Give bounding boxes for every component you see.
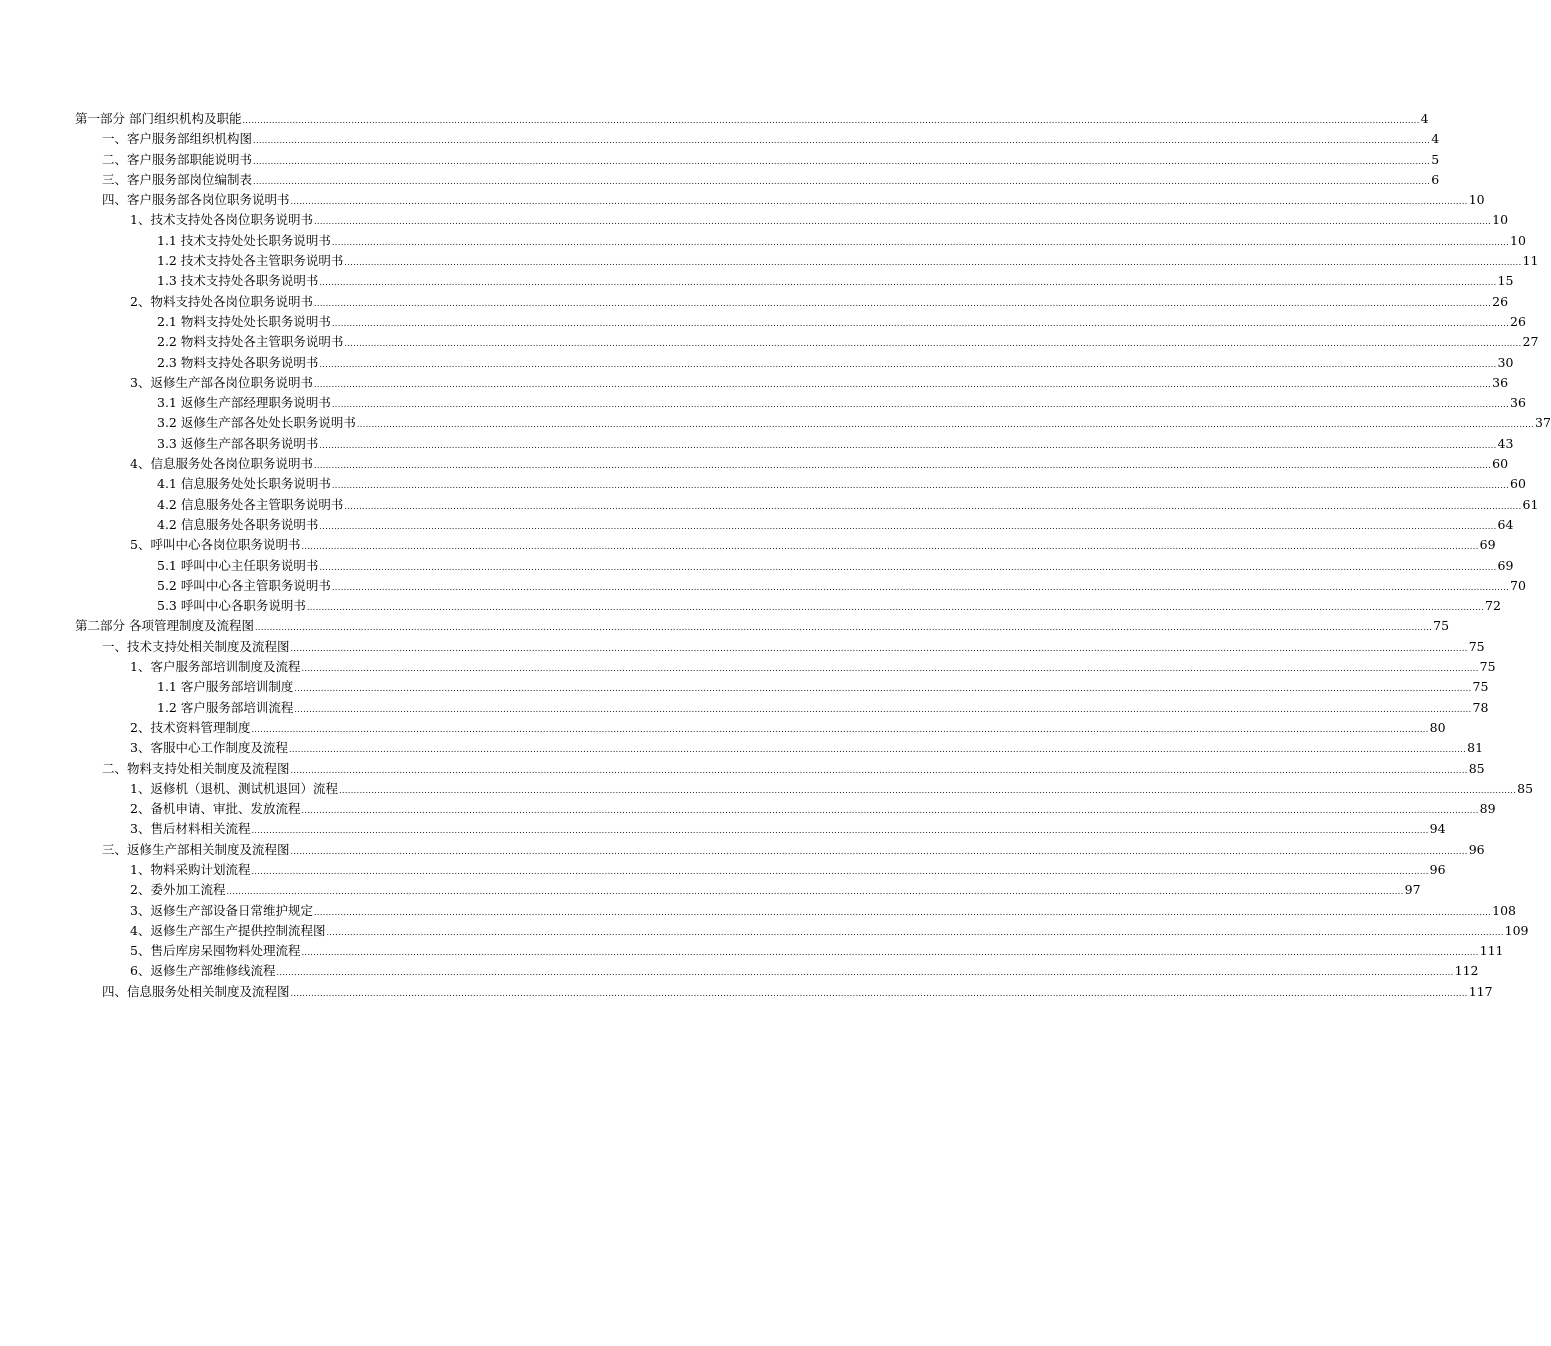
toc-entry-label: 3、返修生产部设备日常维护规定 [130,902,313,918]
toc-leader-dots: ................................................................................................................................................................................................................................................................................................................................................................................................................ [331,237,1510,247]
toc-entry-label: 二、客户服务部职能说明书 [102,151,253,167]
toc-entry-page-number: 60 [1492,456,1509,472]
toc-entry-page-number: 69 [1479,537,1496,553]
toc-entry[interactable] [0,393,1526,413]
toc-entry[interactable] [0,515,1514,535]
toc-leader-dots: ................................................................................................................................................................................................................................................................................................................................................................................................................ [294,704,1472,714]
toc-entry-label: 2.3 物料支持处各职务说明书 [157,354,319,370]
toc-leader-dots: ................................................................................................................................................................................................................................................................................................................................................................................................................ [290,197,1468,207]
toc-entry[interactable] [0,535,1496,555]
toc-entry-label: 5、呼叫中心各岗位职务说明书 [130,537,301,553]
toc-entry-label: 第一部分 部门组织机构及职能 [75,111,242,126]
toc-entry-page-number: 81 [1467,740,1484,756]
toc-leader-dots: ................................................................................................................................................................................................................................................................................................................................................................................................................ [251,866,1429,876]
toc-entry-page-number: 4 [1431,131,1440,147]
toc-entry-page-number: 61 [1522,496,1539,512]
toc-entry[interactable] [0,921,1529,941]
toc-entry[interactable] [0,231,1526,251]
toc-entry-page-number: 10 [1468,192,1485,208]
toc-entry[interactable] [0,454,1509,474]
toc-entry-label: 2.1 物料支持处处长职务说明书 [157,313,331,329]
toc-leader-dots: ................................................................................................................................................................................................................................................................................................................................................................................................................ [331,318,1510,328]
toc-entry-page-number: 26 [1510,313,1526,329]
toc-entry-page-number: 11 [1522,253,1539,269]
toc-entry[interactable] [0,109,1429,129]
toc-entry-label: 第二部分 各项管理制度及流程图 [75,618,254,634]
toc-entry-label: 三、返修生产部相关制度及流程图 [102,841,290,857]
toc-entry-page-number: 111 [1479,943,1504,959]
toc-entry-label: 1、物料采购计划流程 [130,861,251,877]
toc-entry-label: 四、客户服务部各岗位职务说明书 [102,192,290,208]
toc-entry[interactable] [0,292,1509,312]
toc-entry-page-number: 78 [1472,699,1489,715]
toc-entry-page-number: 64 [1497,516,1514,532]
toc-entry[interactable] [0,698,1489,718]
toc-entry-page-number: 69 [1497,557,1514,573]
toc-entry[interactable] [0,941,1504,961]
toc-entry-label: 4、返修生产部生产提供控制流程图 [130,922,326,938]
toc-leader-dots: ................................................................................................................................................................................................................................................................................................................................................................................................................ [253,156,1431,166]
toc-entry[interactable] [0,434,1514,454]
toc-leader-dots: ................................................................................................................................................................................................................................................................................................................................................................................................................ [253,176,1431,186]
toc-entry[interactable] [0,799,1496,819]
toc-entry-page-number: 37 [1535,415,1551,431]
toc-entry[interactable] [0,251,1539,271]
toc-leader-dots: ................................................................................................................................................................................................................................................................................................................................................................................................................ [290,988,1468,998]
toc-entry-label: 1.1 客户服务部培训制度 [157,679,294,695]
toc-entry-page-number: 75 [1472,679,1489,695]
toc-entry-page-number: 70 [1510,577,1526,593]
toc-leader-dots: ................................................................................................................................................................................................................................................................................................................................................................................................................ [226,887,1404,897]
toc-entry-label: 2、备机申请、审批、发放流程 [130,801,301,817]
toc-entry-page-number: 4 [1420,111,1429,126]
toc-leader-dots: ................................................................................................................................................................................................................................................................................................................................................................................................................ [313,461,1492,471]
toc-entry-label: 5.3 呼叫中心各职务说明书 [157,598,306,614]
toc-leader-dots: ................................................................................................................................................................................................................................................................................................................................................................................................................ [253,136,1431,146]
toc-entry-page-number: 89 [1479,801,1496,817]
toc-leader-dots: ................................................................................................................................................................................................................................................................................................................................................................................................................ [313,298,1492,308]
toc-entry-page-number: 85 [1517,780,1534,796]
toc-leader-dots: ................................................................................................................................................................................................................................................................................................................................................................................................................ [319,521,1497,531]
toc-entry-label: 3.2 返修生产部各处处长职务说明书 [157,415,356,431]
toc-entry-label: 2、物料支持处各岗位职务说明书 [130,293,313,309]
toc-entry[interactable] [0,170,1440,190]
toc-entry[interactable] [0,353,1514,373]
toc-entry[interactable] [0,738,1484,758]
toc-entry-label: 5.2 呼叫中心各主管职务说明书 [157,577,331,593]
toc-entry-page-number: 43 [1497,435,1514,451]
toc-leader-dots: ................................................................................................................................................................................................................................................................................................................................................................................................................ [331,481,1510,491]
toc-entry[interactable] [0,474,1526,494]
toc-entry[interactable] [0,129,1440,149]
toc-entry[interactable] [0,210,1509,230]
toc-leader-dots: ................................................................................................................................................................................................................................................................................................................................................................................................................ [319,278,1497,288]
toc-leader-dots: ................................................................................................................................................................................................................................................................................................................................................................................................................ [344,258,1522,268]
toc-leader-dots: ................................................................................................................................................................................................................................................................................................................................................................................................................ [254,623,1433,633]
toc-entry[interactable] [0,413,1551,433]
toc-leader-dots: ................................................................................................................................................................................................................................................................................................................................................................................................................ [331,400,1510,410]
toc-entry[interactable] [0,718,1446,738]
toc-entry-label: 1、技术支持处各岗位职务说明书 [130,212,313,228]
toc-entry-page-number: 117 [1468,983,1493,999]
toc-entry[interactable] [0,312,1526,332]
toc-entry[interactable] [0,596,1501,616]
toc-entry-page-number: 6 [1431,171,1440,187]
toc-entry-page-number: 80 [1429,719,1446,735]
toc-entry-label: 4.2 信息服务处各职务说明书 [157,516,319,532]
toc-leader-dots: ................................................................................................................................................................................................................................................................................................................................................................................................................ [251,724,1429,734]
toc-entry-label: 3.3 返修生产部各职务说明书 [157,435,319,451]
toc-leader-dots: ................................................................................................................................................................................................................................................................................................................................................................................................................ [306,603,1485,613]
toc-entry-label: 2、技术资料管理制度 [130,719,251,735]
toc-entry[interactable] [0,961,1479,981]
toc-leader-dots: ................................................................................................................................................................................................................................................................................................................................................................................................................ [301,948,1479,958]
toc-leader-dots: ................................................................................................................................................................................................................................................................................................................................................................................................................ [294,684,1472,694]
toc-entry[interactable] [0,880,1421,900]
toc-entry-page-number: 27 [1522,334,1539,350]
toc-leader-dots: ................................................................................................................................................................................................................................................................................................................................................................................................................ [290,765,1468,775]
toc-leader-dots: ................................................................................................................................................................................................................................................................................................................................................................................................................ [301,806,1479,816]
toc-entry-page-number: 97 [1404,882,1421,898]
toc-entry-label: 1、客户服务部培训制度及流程 [130,659,301,675]
toc-entry-label: 一、客户服务部组织机构图 [102,131,253,147]
toc-leader-dots: ................................................................................................................................................................................................................................................................................................................................................................................................................ [356,420,1535,430]
toc-entry-page-number: 109 [1504,922,1529,938]
toc-leader-dots: ................................................................................................................................................................................................................................................................................................................................................................................................................ [319,359,1497,369]
toc-leader-dots: ................................................................................................................................................................................................................................................................................................................................................................................................................ [313,379,1492,389]
toc-leader-dots: ................................................................................................................................................................................................................................................................................................................................................................................................................ [331,582,1510,592]
toc-entry[interactable] [0,150,1440,170]
toc-leader-dots: ................................................................................................................................................................................................................................................................................................................................................................................................................ [251,826,1429,836]
toc-entry[interactable] [0,901,1517,921]
toc-leader-dots: ................................................................................................................................................................................................................................................................................................................................................................................................................ [344,501,1522,511]
toc-entry[interactable] [0,332,1539,352]
toc-entry[interactable] [0,759,1485,779]
toc-leader-dots: ................................................................................................................................................................................................................................................................................................................................................................................................................ [290,643,1468,653]
toc-leader-dots: ................................................................................................................................................................................................................................................................................................................................................................................................................ [344,339,1522,349]
toc-entry-page-number: 30 [1497,354,1514,370]
toc-entry[interactable] [0,271,1514,291]
toc-entry-label: 5.1 呼叫中心主任职务说明书 [157,557,319,573]
toc-entry-label: 1.2 技术支持处各主管职务说明书 [157,253,344,269]
toc-leader-dots: ................................................................................................................................................................................................................................................................................................................................................................................................................ [276,968,1454,978]
toc-leader-dots: ................................................................................................................................................................................................................................................................................................................................................................................................................ [338,785,1517,795]
toc-entry-label: 1.2 客户服务部培训流程 [157,699,294,715]
toc-leader-dots: ................................................................................................................................................................................................................................................................................................................................................................................................................ [242,116,1420,125]
toc-entry-label: 2、委外加工流程 [130,882,226,898]
toc-entry-label: 一、技术支持处相关制度及流程图 [102,638,290,654]
toc-entry-label: 6、返修生产部维修线流程 [130,963,276,979]
toc-entry[interactable] [0,982,1493,1002]
toc-entry-page-number: 10 [1492,212,1509,228]
toc-entry[interactable] [0,657,1496,677]
toc-entry-label: 1.3 技术支持处各职务说明书 [157,273,319,289]
toc-leader-dots: ................................................................................................................................................................................................................................................................................................................................................................................................................ [319,440,1497,450]
toc-entry[interactable] [0,576,1526,596]
toc-leader-dots: ................................................................................................................................................................................................................................................................................................................................................................................................................ [319,562,1497,572]
toc-entry-page-number: 26 [1492,293,1509,309]
toc-leader-dots: ................................................................................................................................................................................................................................................................................................................................................................................................................ [301,542,1479,552]
toc-entry-label: 2.2 物料支持处各主管职务说明书 [157,334,344,350]
table-of-contents [0,109,1551,1002]
toc-leader-dots: ................................................................................................................................................................................................................................................................................................................................................................................................................ [288,745,1467,755]
toc-entry-label: 1、返修机（退机、测试机退回）流程 [130,780,338,796]
toc-entry-page-number: 75 [1468,638,1485,654]
toc-leader-dots: ................................................................................................................................................................................................................................................................................................................................................................................................................ [313,217,1492,227]
toc-entry-page-number: 94 [1429,821,1446,837]
toc-entry-page-number: 108 [1492,902,1517,918]
toc-entry-label: 3、返修生产部各岗位职务说明书 [130,374,313,390]
toc-entry[interactable] [0,677,1489,697]
toc-entry[interactable] [0,637,1485,657]
toc-entry[interactable] [0,556,1514,576]
toc-entry-page-number: 75 [1433,618,1450,634]
toc-entry-page-number: 85 [1468,760,1485,776]
toc-entry-label: 4.2 信息服务处各主管职务说明书 [157,496,344,512]
toc-entry-page-number: 112 [1454,963,1479,979]
toc-leader-dots: ................................................................................................................................................................................................................................................................................................................................................................................................................ [290,846,1468,856]
toc-entry-label: 3.1 返修生产部经理职务说明书 [157,395,331,411]
toc-entry[interactable] [0,819,1446,839]
toc-entry-page-number: 96 [1429,861,1446,877]
toc-entry-label: 5、售后库房呆囤物料处理流程 [130,943,301,959]
toc-entry[interactable] [0,840,1485,860]
toc-leader-dots: ................................................................................................................................................................................................................................................................................................................................................................................................................ [313,907,1492,917]
toc-entry-label: 4、信息服务处各岗位职务说明书 [130,456,313,472]
toc-entry[interactable] [0,860,1446,880]
toc-entry[interactable] [0,616,1450,636]
toc-entry-page-number: 10 [1510,232,1526,248]
toc-entry-label: 二、物料支持处相关制度及流程图 [102,760,290,776]
toc-leader-dots: ................................................................................................................................................................................................................................................................................................................................................................................................................ [301,664,1479,674]
toc-entry-page-number: 60 [1510,476,1526,492]
toc-entry-page-number: 36 [1510,395,1526,411]
toc-entry-label: 1.1 技术支持处处长职务说明书 [157,232,331,248]
toc-entry[interactable] [0,373,1509,393]
toc-entry-label: 三、客户服务部岗位编制表 [102,171,253,187]
toc-entry-page-number: 75 [1479,659,1496,675]
toc-entry-page-number: 5 [1431,151,1440,167]
toc-entry[interactable] [0,779,1534,799]
toc-entry-label: 4.1 信息服务处处长职务说明书 [157,476,331,492]
toc-entry-page-number: 96 [1468,841,1485,857]
toc-entry-page-number: 72 [1485,598,1501,614]
toc-entry[interactable] [0,190,1485,210]
toc-entry[interactable] [0,495,1539,515]
toc-entry-page-number: 15 [1497,273,1514,289]
toc-entry-label: 3、售后材料相关流程 [130,821,251,837]
toc-entry-label: 3、客服中心工作制度及流程 [130,740,288,756]
toc-leader-dots: ................................................................................................................................................................................................................................................................................................................................................................................................................ [326,927,1504,937]
toc-entry-page-number: 36 [1492,374,1509,390]
toc-entry-label: 四、信息服务处相关制度及流程图 [102,983,290,999]
